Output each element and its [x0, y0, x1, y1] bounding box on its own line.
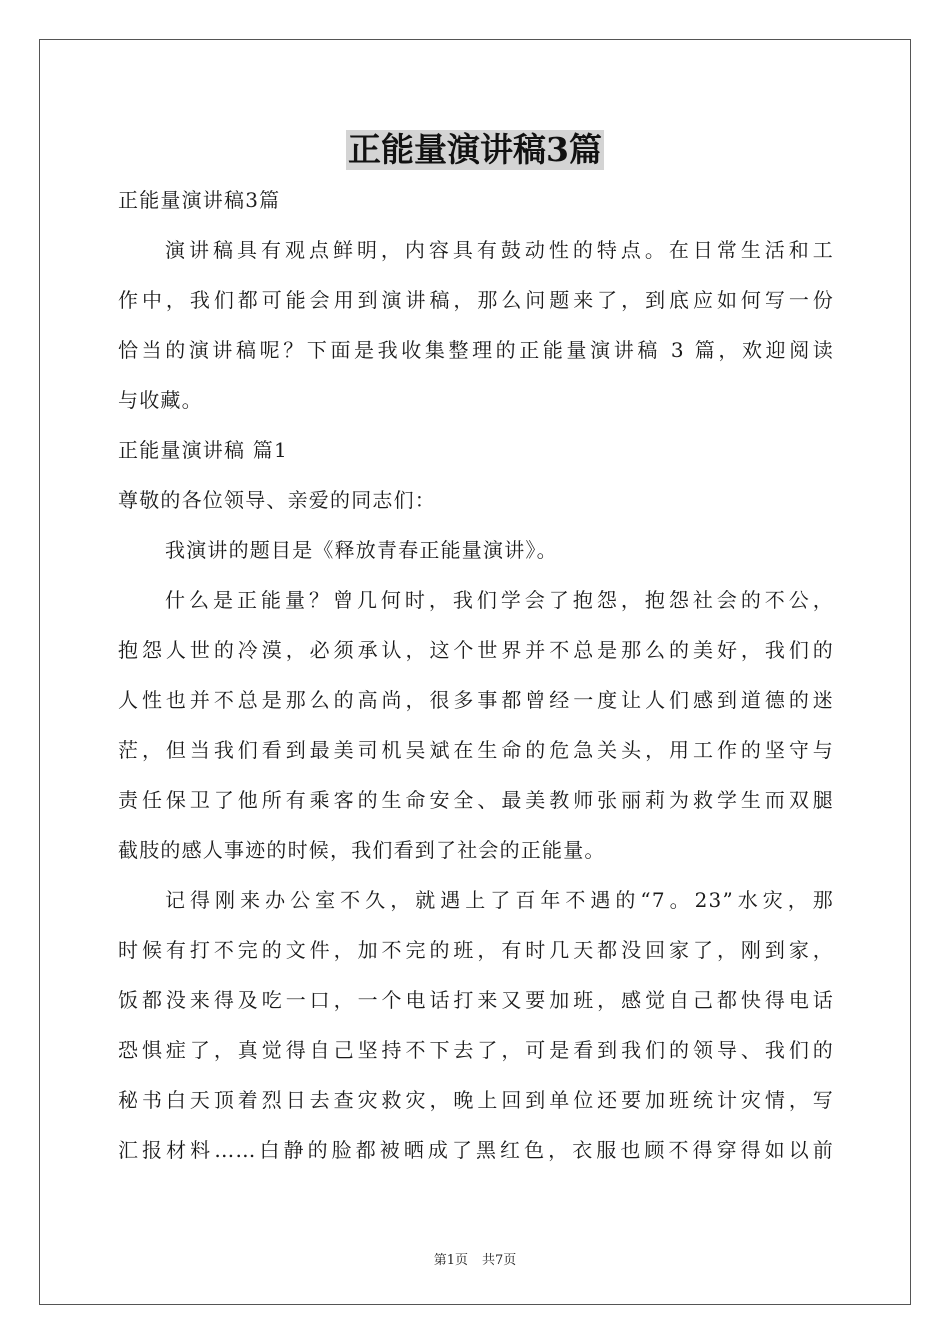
page-total: 共7页	[482, 1253, 517, 1268]
page-footer	[0, 1249, 950, 1268]
document-body	[118, 178, 834, 1178]
text-line: 时候有打不完的文件，加不完的班，有时几天都没回家了，刚到家，	[118, 938, 834, 962]
text-line: 尊敬的各位领导、亲爱的同志们：	[118, 488, 436, 512]
text-line: 与收藏。	[118, 388, 203, 412]
text-line: 作中，我们都可能会用到演讲稿，那么问题来了，到底应如何写一份	[118, 288, 834, 312]
text-line: 正能量演讲稿 篇1	[118, 438, 288, 462]
document-title: 正能量演讲稿3篇	[348, 130, 602, 169]
text-line: 恐惧症了，真觉得自己坚持不下去了，可是看到我们的领导、我们的	[118, 1038, 834, 1062]
text-line: 什么是正能量？曾几何时，我们学会了抱怨，抱怨社会的不公，	[165, 588, 834, 612]
text-line: 演讲稿具有观点鲜明，内容具有鼓动性的特点。在日常生活和工	[165, 238, 834, 262]
document-title-block	[0, 130, 950, 170]
text-line: 人性也并不总是那么的高尚，很多事都曾经一度让人们感到道德的迷	[118, 688, 834, 712]
page-number: 第1页	[433, 1253, 468, 1268]
text-line: 茫，但当我们看到最美司机吴斌在生命的危急关头，用工作的坚守与	[118, 738, 834, 762]
text-line: 责任保卫了他所有乘客的生命安全、最美教师张丽莉为救学生而双腿	[118, 788, 834, 812]
text-line: 我演讲的题目是《释放青春正能量演讲》。	[165, 538, 558, 562]
text-line: 秘书白天顶着烈日去查灾救灾，晚上回到单位还要加班统计灾情，写	[118, 1088, 834, 1112]
text-line: 截肢的感人事迹的时候，我们看到了社会的正能量。	[118, 838, 606, 862]
text-line: 汇报材料……白静的脸都被晒成了黑红色，衣服也顾不得穿得如以前	[118, 1138, 834, 1162]
text-line: 恰当的演讲稿呢？下面是我收集整理的正能量演讲稿 3 篇，欢迎阅读	[118, 338, 834, 362]
text-line: 记得刚来办公室不久，就遇上了百年不遇的“7。23”水灾，那	[165, 888, 834, 912]
text-line: 正能量演讲稿3篇	[118, 188, 281, 212]
text-line: 饭都没来得及吃一口，一个电话打来又要加班，感觉自己都快得电话	[118, 988, 834, 1012]
text-line: 抱怨人世的冷漠，必须承认，这个世界并不总是那么的美好，我们的	[118, 638, 834, 662]
